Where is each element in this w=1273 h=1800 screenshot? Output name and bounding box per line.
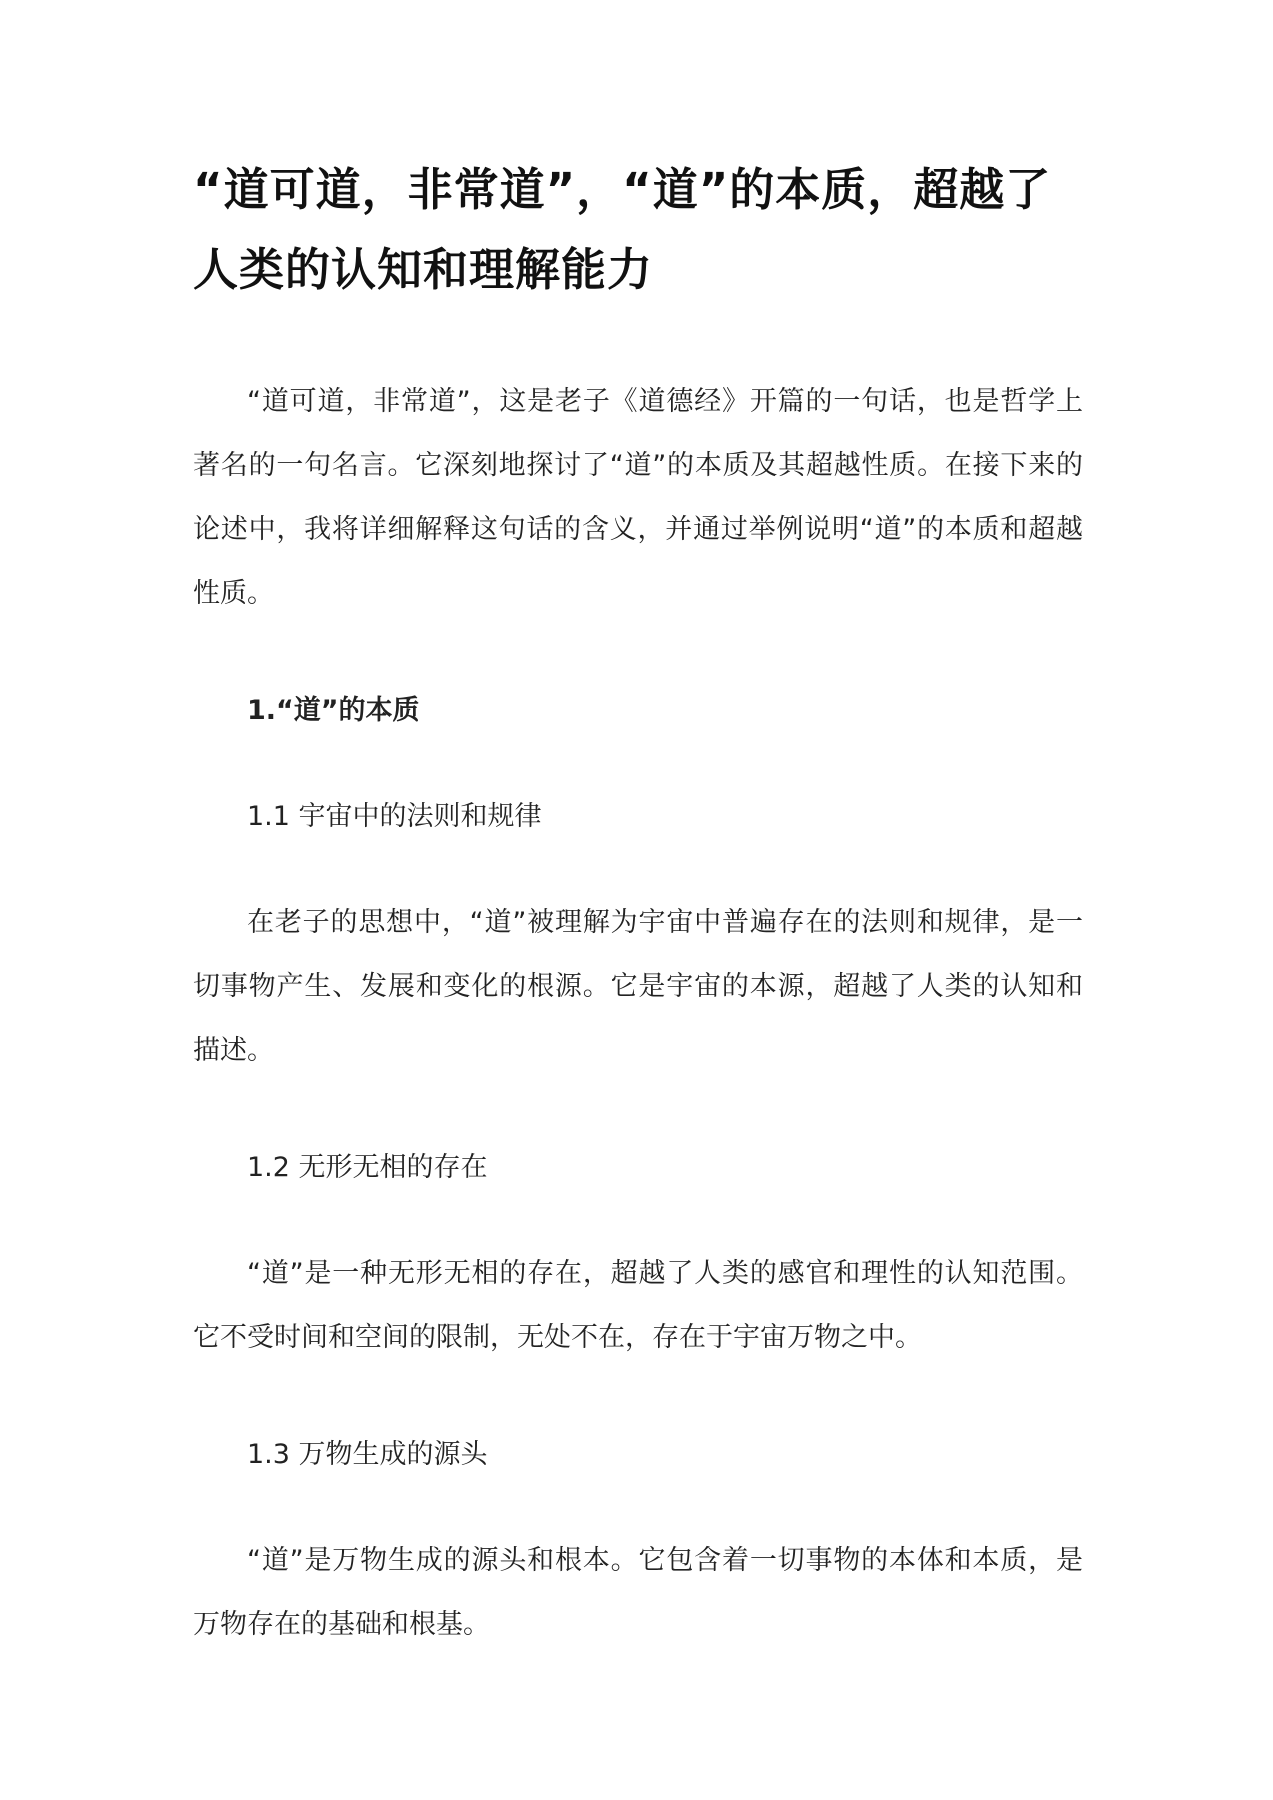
section-1-2-paragraph: “道”是一种无形无相的存在，超越了人类的感官和理性的认知范围。它不受时间和空间的限制，无处不在，存在于宇宙万物之中。 (193, 1258, 1083, 1353)
section-1-1-paragraph: 在老子的思想中，“道”被理解为宇宙中普遍存在的法则和规律，是一切事物产生、发展和变化的根源。它是宇宙的本源，超越了人类的认知和描述。 (193, 907, 1083, 1066)
section-1-1-heading: 1.1 宇宙中的法则和规律 (247, 801, 542, 832)
section-1-3-paragraph: “道”是万物生成的源头和根本。它包含着一切事物的本体和本质，是万物存在的基础和根基。 (193, 1545, 1083, 1640)
section-1-3-heading: 1.3 万物生成的源头 (247, 1439, 488, 1470)
section-1-2-heading: 1.2 无形无相的存在 (247, 1152, 488, 1183)
document-page (193, 150, 1083, 1710)
intro-paragraph: “道可道，非常道”，这是老子《道德经》开篇的一句话，也是哲学上著名的一句名言。它深刻地探讨了“道”的本质及其超越性质。在接下来的论述中，我将详细解释这句话的含义，并通过举例说明“道”的本质和超越性质。 (193, 386, 1083, 609)
section-1-heading: 1.“道”的本质 (247, 695, 420, 726)
document-title: “道可道，非常道”，“道”的本质，超越了人类的认知和理解能力 (193, 163, 1052, 296)
